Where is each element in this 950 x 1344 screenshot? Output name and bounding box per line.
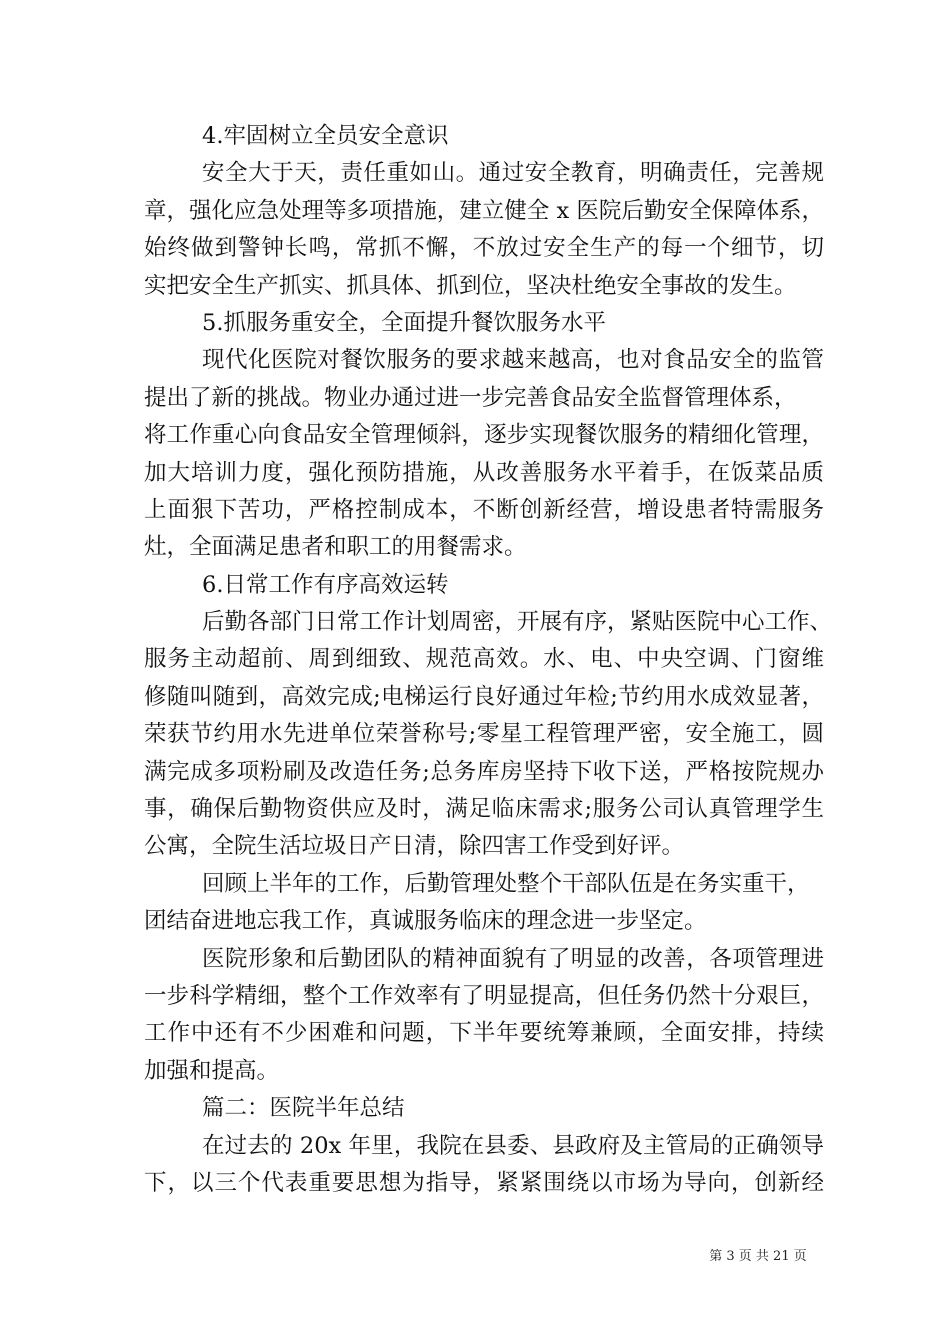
text-line: 满完成多项粉刷及改造任务;总务库房坚持下收下送，严格按院规办 — [144, 758, 824, 785]
text-line: 荣获节约用水先进单位荣誉称号;零星工程管理严密，安全施工，圆 — [144, 721, 824, 748]
text-line: 实把安全生产抓实、抓具体、抓到位，坚决杜绝安全事故的发生。 — [144, 272, 797, 299]
text-line: 加大培训力度，强化预防措施，从改善服务水平着手，在饭菜品质 — [144, 459, 824, 486]
text-line: 回顾上半年的工作，后勤管理处整个干部队伍是在务实重干， — [202, 870, 810, 897]
text-line: 安全大于天，责任重如山。通过安全教育，明确责任，完善规 — [202, 160, 824, 187]
text-line: 下，以三个代表重要思想为指导，紧紧围绕以市场为导向，创新经 — [144, 1169, 824, 1196]
page-footer — [0, 1247, 950, 1267]
text-line: 4.牢固树立全员安全意识 — [202, 123, 449, 149]
text-line: 在过去的 20x 年里，我院在县委、县政府及主管局的正确领导 — [202, 1132, 824, 1159]
text-line: 修随叫随到，高效完成;电梯运行良好通过年检;节约用水成效显著， — [144, 683, 824, 710]
text-line: 服务主动超前、周到细致、规范高效。水、电、中央空调、门窗维 — [144, 646, 824, 673]
text-line: 6.日常工作有序高效运转 — [202, 571, 449, 598]
text-line: 事，确保后勤物资供应及时，满足临床需求;服务公司认真管理学生 — [144, 796, 824, 823]
text-line: 公寓，全院生活垃圾日产日清，除四害工作受到好评。 — [144, 833, 685, 860]
text-line: 灶，全面满足患者和职工的用餐需求。 — [144, 534, 527, 561]
text-line: 团结奋进地忘我工作，真诚服务临床的理念进一步坚定。 — [144, 908, 707, 935]
page-number-label: 第 3 页 共 21 页 — [709, 1249, 807, 1264]
text-line: 加强和提高。 — [144, 1057, 280, 1084]
text-line: 上面狠下苦功，严格控制成本，不断创新经营，增设患者特需服务 — [144, 496, 824, 523]
document-body — [144, 118, 833, 1202]
text-line: 篇二：医院半年总结 — [202, 1095, 405, 1122]
text-line: 医院形象和后勤团队的精神面貌有了明显的改善，各项管理进 — [202, 945, 824, 972]
text-line: 工作中还有不少困难和问题，下半年要统筹兼顾，全面安排，持续 — [144, 1020, 824, 1047]
text-line: 提出了新的挑战。物业办通过进一步完善食品安全监督管理体系， — [144, 384, 797, 411]
text-line: 现代化医院对餐饮服务的要求越来越高，也对食品安全的监管 — [202, 347, 824, 374]
text-line: 后勤各部门日常工作计划周密，开展有序，紧贴医院中心工作、 — [202, 609, 833, 636]
text-line: 章，强化应急处理等多项措施，建立健全 x 医院后勤安全保障体系， — [144, 197, 824, 224]
text-line: 始终做到警钟长鸣，常抓不懈，不放过安全生产的每一个细节，切 — [144, 235, 824, 262]
text-line: 一步科学精细，整个工作效率有了明显提高，但任务仍然十分艰巨， — [144, 982, 824, 1009]
text-line: 5.抓服务重安全，全面提升餐饮服务水平 — [202, 309, 606, 336]
text-line: 将工作重心向食品安全管理倾斜，逐步实现餐饮服务的精细化管理， — [144, 422, 824, 449]
